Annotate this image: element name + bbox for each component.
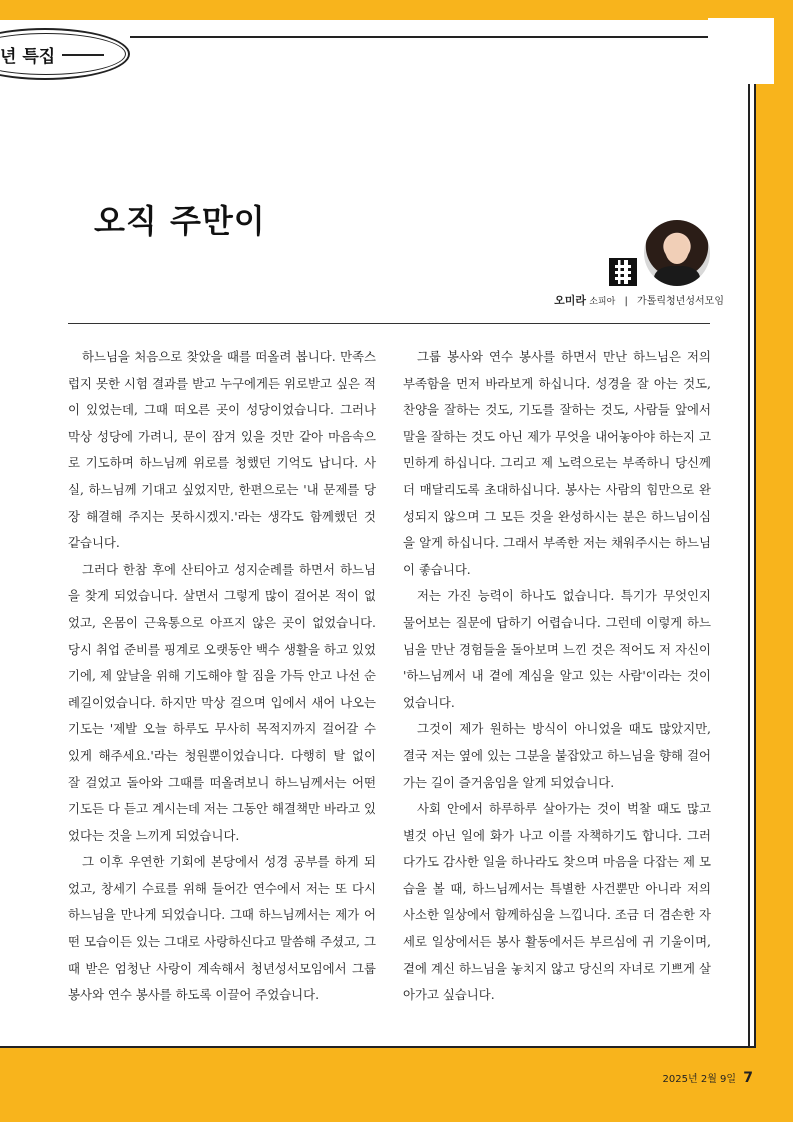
author-name: 오미라 — [554, 294, 587, 307]
paragraph: 그 이후 우연한 기회에 본당에서 성경 공부를 하게 되었고, 창세기 수료를 위해 들어간 연수에서 저는 또 다시 하느님을 만나게 되었습니다. 그때 하느님께서는 제가 어떤 모습이든 있는 그대로 사랑하신다고 말씀해 주셨고, 그때 받은 엄청난 사랑이 계속해서 청년성서모임에서 그룹 봉사와 연수 봉사를 하도록 이끌어 주었습니다. — [68, 854, 376, 1003]
page-number: 7 — [743, 1070, 753, 1086]
frame-line-top — [130, 36, 750, 38]
frame-line-right — [748, 36, 750, 1046]
paragraph: 저는 가진 능력이 하나도 없습니다. 특기가 무엇인지 물어보는 질문에 답하기 어렵습니다. 그런데 이렇게 하느님을 만난 경험들을 돌아보며 느낀 것은 적어도 저 자신이 '하느님께서 내 곁에 계심을 알고 있는 사람'이라는 것이었습니다. — [403, 588, 711, 710]
section-badge-dash — [62, 54, 104, 56]
author-photo-face — [665, 234, 689, 264]
article-title: 오직 주만이 — [94, 202, 266, 240]
author-byline — [554, 292, 724, 308]
article-column-left — [68, 344, 376, 1009]
top-accent-strip — [0, 0, 793, 20]
section-badge-label: 년 특집 — [0, 47, 56, 67]
paragraph: 그것이 제가 원하는 방식이 아니었을 때도 많았지만, 결국 저는 옆에 있는 그분을 붙잡았고 하느님을 향해 걸어가는 길이 즐거움임을 알게 되었습니다. — [403, 721, 711, 790]
paragraph: 하느님을 처음으로 찾았을 때를 떠올려 봅니다. 만족스럽지 못한 시험 결과를 받고 누구에게든 위로받고 싶은 적이 있었는데, 그때 떠오른 곳이 성당이었습니다. 그러나 막상 성당에 가려니, 문이 잠겨 있을 것만 같아 마음속으로 기도하며 하느님께 위로를 청했던 기억도 납니다. 사실, 하느님께 기대고 싶었지만, 한편으로는 '내 문제를 당장 해결해 주지는 못하시겠지.'라는 생각도 함께했던 것 같습니다. — [68, 349, 376, 551]
page-footer — [663, 1070, 753, 1086]
qr-code-icon[interactable] — [609, 258, 637, 286]
author-photo-body — [654, 266, 700, 286]
article-column-right — [403, 344, 711, 1009]
corner-patch — [708, 18, 774, 84]
paragraph: 사회 안에서 하루하루 살아가는 것이 벅찰 때도 많고 별것 아닌 일에 화가 나고 이를 자책하기도 합니다. 그러다가도 감사한 일을 하나라도 찾으며 마음을 다잡는 제 모습을 볼 때, 하느님께서는 특별한 사건뿐만 아니라 저의 사소한 일상에서 함께하심을 느낍니다. 조금 더 겸손한 자세로 일상에서든 봉사 활동에서든 부르심에 귀 기울이며, 곁에 계신 하느님을 놓치지 않고 당신의 자녀로 기쁘게 살아가고 싶습니다. — [403, 801, 711, 1003]
title-divider — [68, 323, 710, 324]
author-organization: 가톨릭청년성서모임 — [637, 296, 724, 307]
paragraph: 그룹 봉사와 연수 봉사를 하면서 만난 하느님은 저의 부족함을 먼저 바라보게 하십니다. 성경을 잘 아는 것도, 찬양을 잘하는 것도, 기도를 잘하는 것도, 사람들 앞에서 말을 잘하는 것도 아닌 제가 무엇을 내어놓아야 하는지 고민하게 하십니다. 그리고 제 노력으로는 부족하니 당신께 더 매달리도록 초대하십니다. 봉사는 사람의 힘만으로 완성되지 않으며 그 모든 것을 완성하시는 분은 하느님이심을 알게 하십니다. 그래서 부족한 저는 채워주시는 하느님이 좋습니다. — [403, 349, 711, 577]
paragraph: 그러다 한참 후에 산티아고 성지순례를 하면서 하느님을 찾게 되었습니다. 살면서 그렇게 많이 걸어본 적이 없었고, 온몸이 근육통으로 아프지 않은 곳이 없었습니다. 당시 취업 준비를 핑계로 오랫동안 백수 생활을 하고 있었기에, 제 앞날을 위해 기도해야 할 짐을 가득 안고 나선 순례길이었습니다. 하지만 막상 걸으며 입에서 새어 나오는 기도는 '제발 오늘 하루도 무사히 목적지까지 걸어갈 수 있게 해주세요.'라는 청원뿐이었습니다. 다행히 탈 없이 잘 걸었고 돌아와 그때를 떠올려보니 하느님께서는 어떤 기도든 다 듣고 계시는데 저는 그동안 해결책만 바라고 있었다는 것을 느끼게 되었습니다. — [68, 561, 376, 843]
author-baptismal-name: 소피아 — [589, 297, 616, 307]
byline-separator: | — [624, 296, 628, 307]
author-photo — [644, 220, 710, 286]
issue-date: 2025년 2월 9일 — [662, 1074, 737, 1085]
